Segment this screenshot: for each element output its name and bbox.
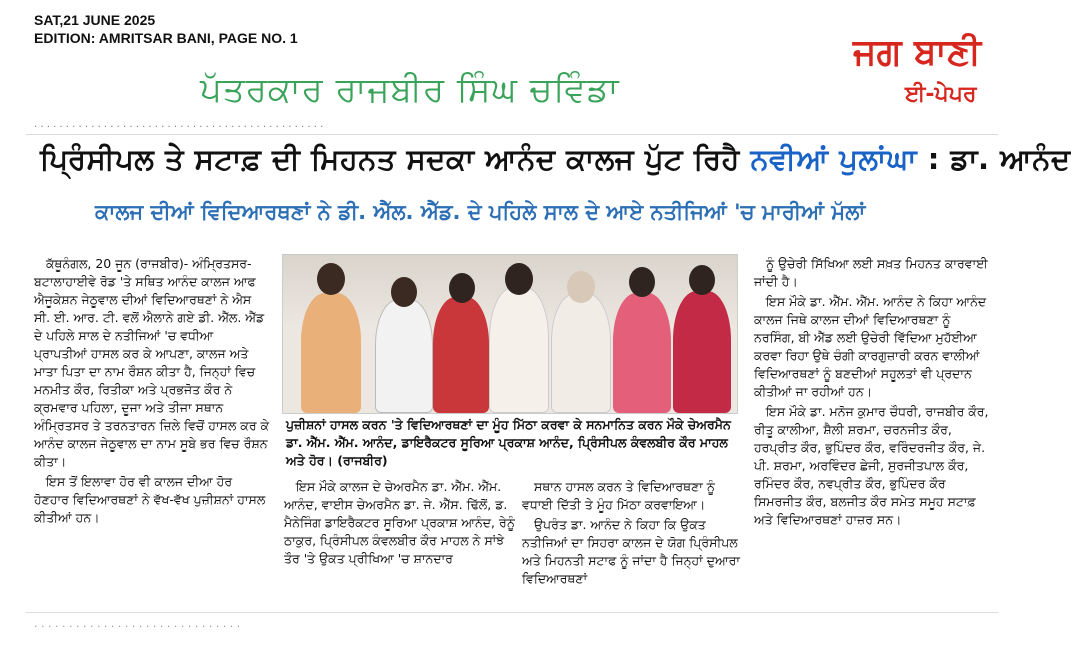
paragraph: ਉਪਰੰਤ ਡਾ. ਆਨੰਦ ਨੇ ਕਿਹਾ ਕਿ ਉਕਤ ਨਤੀਜਿਆਂ ਦਾ ਸਿਹਰਾ ਕਾਲਜ ਦੇ ਯੋਗ ਪ੍ਰਿੰਸੀਪਲ ਅਤੇ ਮਿਹਨਤੀ ਸਟਾਫ ਨੂੰ ਜਾਂਦਾ ਹੈ ਜਿਨ੍ਹਾਂ ਦੁਆਰਾ ਵਿਦਿਆਰਥਣਾਂ bbox=[522, 517, 740, 586]
photo-person-head bbox=[449, 273, 475, 303]
article-headline bbox=[40, 142, 1071, 177]
headline-suffix: : ਡਾ. ਆਨੰਦ bbox=[917, 142, 1071, 176]
photo-person bbox=[551, 293, 611, 413]
paragraph: ਇਸ ਮੌਕੇ ਕਾਲਜ ਦੇ ਚੇਅਰਮੈਨ ਡਾ. ਐੱਮ. ਐੱਮ. ਆਨੰਦ, ਵਾਈਸ ਚੇਅਰਮੈਨ ਡਾ. ਜੇ. ਐੱਸ. ਢਿੱਲੋਂ, ਡ. ਮੈਨੇਜਿੰਗ ਡਾਇਰੈਕਟਰ ਸੂਰਿਆ ਪ੍ਰਕਾਸ਼ ਆਨੰਦ, ਰੇਨੂੰ ਠਾਕੁਰ, ਪ੍ਰਿੰਸੀਪਲ ਕੰਵਲਬੀਰ ਕੌਰ ਮਾਹਲ ਨੇ ਸਾਂਝੇ ਤੌਰ 'ਤੇ ਉਕਤ ਪ੍ਰੀਖਿਆ 'ਚ ਸ਼ਾਨਦਾਰ bbox=[284, 479, 515, 566]
clipped-text-strip: · · · · · · · · · · · · · · · · · · · · · · · · · · · · · · bbox=[34, 620, 241, 633]
photo-person-head bbox=[567, 271, 595, 303]
article-subheadline: ਕਾਲਜ ਦੀਆਂ ਵਿਦਿਆਰਥਣਾਂ ਨੇ ਡੀ. ਐੱਲ. ਐੱਡ. ਦੇ ਪਹਿਲੇ ਸਾਲ ਦੇ ਆਏ ਨਤੀਜਿਆਂ 'ਚ ਮਾਰੀਆਂ ਮੱਲਾਂ bbox=[95, 200, 866, 224]
logo-title: ਜਗ ਬਾਣੀ bbox=[853, 32, 982, 73]
newspaper-logo bbox=[845, 30, 995, 125]
headline-text: ਪ੍ਰਿੰਸੀਪਲ ਤੇ ਸਟਾਫ਼ ਦੀ ਮਿਹਨਤ ਸਦਕਾ ਆਨੰਦ ਕਾਲਜ ਪੁੱਟ ਰਿਹੈ bbox=[40, 142, 751, 176]
article-column-1 bbox=[34, 255, 270, 529]
photo-person-head bbox=[391, 277, 417, 307]
article-column-4 bbox=[754, 255, 992, 531]
edition-info: EDITION: AMRITSAR BANI, PAGE NO. 1 bbox=[34, 30, 298, 46]
photo-person-head bbox=[629, 267, 655, 297]
photo-person bbox=[375, 299, 433, 413]
photo-person-head bbox=[317, 263, 345, 295]
clipped-text-strip: · · · · · · · · · · · · · · · · · · · · · · · · · · · · · · · · · · · · · · · · · · · · · · bbox=[34, 122, 324, 133]
paragraph: ਕੱਥੂਨੰਗਲ, 20 ਜੂਨ (ਰਾਜਬੀਰ)- ਅੰਮ੍ਰਿਤਸਰ-ਬਟਾਲਾਹਾਈਵੇ ਰੋਡ 'ਤੇ ਸਥਿਤ ਆਨੰਦ ਕਾਲਜ ਆਫ ਐਜੂਕੇਸ਼ਨ ਜੇਠੂਵਾਲ ਦੀਆਂ ਵਿਦਿਆਰਥਣਾਂ ਨੇ ਐਸ ਸੀ. ਈ. ਆਰ. ਟੀ. ਵਲੋਂ ਐਲਾਨੇ ਗਏ ਡੀ. ਐੱਲ. ਐੱਡ ਦੇ ਪਹਿਲੇ ਸਾਲ ਦੇ ਨਤੀਜਿਆਂ 'ਚ ਵਧੀਆ ਪ੍ਰਾਪਤੀਆਂ ਹਾਸਲ ਕਰ ਕੇ ਆਪਣਾ, ਕਾਲਜ ਅਤੇ ਮਾਤਾ ਪਿਤਾ ਦਾ ਨਾਮ ਰੌਸ਼ਨ ਕੀਤਾ ਹੈ, ਜਿਨ੍ਹਾਂ ਵਿਚ ਮਨਮੀਤ ਕੌਰ, ਰਿਤੀਕਾ ਅਤੇ ਪ੍ਰਭਜੋਤ ਕੌਰ ਨੇ ਕ੍ਰਮਵਾਰ ਪਹਿਲਾ, ਦੂਜਾ ਅਤੇ ਤੀਜਾ ਸਥਾਨ ਅੰਮ੍ਰਿਤਸਰ ਤੇ ਤਰਨਤਾਰਨ ਜ਼ਿਲੇ ਵਿਚੋਂ ਹਾਸਲ ਕਰ ਕੇ ਆਨੰਦ ਕਾਲਜ ਜੇਠੂਵਾਲ ਦਾ ਨਾਮ ਸੂਬੇ ਭਰ ਵਿਚ ਰੌਸ਼ਨ ਕੀਤਾ। bbox=[34, 256, 270, 469]
reporter-byline: ਪੱਤਰਕਾਰ ਰਾਜਬੀਰ ਸਿੰਘ ਚਵਿੰਡਾ bbox=[200, 70, 620, 110]
photo-person bbox=[489, 287, 549, 413]
article-photo bbox=[282, 254, 738, 414]
photo-person bbox=[301, 293, 361, 413]
photo-person bbox=[613, 293, 671, 413]
headline-highlight: ਨਵੀਆਂ ਪੁਲਾਂਘਾ bbox=[750, 142, 918, 176]
paragraph: ਇਸ ਮੌਕੇ ਡਾ. ਮਨੋਜ ਕੁਮਾਰ ਚੌਧਰੀ, ਰਾਜਬੀਰ ਕੌਰ, ਰੀਤੂ ਕਾਲੀਆ, ਸ਼ੈਲੀ ਸ਼ਰਮਾ, ਚਰਨਜੀਤ ਕੌਰ, ਹਰਪ੍ਰੀਤ ਕੌਰ, ਭੁਪਿੰਦਰ ਕੌਰ, ਵਰਿੰਦਰਜੀਤ ਕੌਰ, ਜੇ. ਪੀ. ਸ਼ਰਮਾ, ਅਰਵਿੰਦਰ ਛੇਜੀ, ਸੁਰਜੀਤਪਾਲ ਕੌਰ, ਰਮਿੰਦਰ ਕੌਰ, ਨਵਪ੍ਰੀਤ ਕੌਰ, ਭੁਪਿੰਦਰ ਕੌਰ ਸਿਮਰਜੀਤ ਕੌਰ, ਬਲਜੀਤ ਕੌਰ ਸਮੇਤ ਸਮੂਹ ਸਟਾਫ਼ ਅਤੇ ਵਿਦਿਆਰਥਣਾਂ ਹਾਜ਼ਰ ਸਨ। bbox=[754, 404, 989, 527]
photo-person-head bbox=[689, 265, 715, 295]
photo-person-head bbox=[505, 263, 533, 295]
divider bbox=[26, 612, 998, 613]
photo-caption: ਪੁਜ਼ੀਸ਼ਨਾਂ ਹਾਸਲ ਕਰਨ 'ਤੇ ਵਿਦਿਆਰਥਣਾਂ ਦਾ ਮੂੰਹ ਮਿੱਠਾ ਕਰਵਾ ਕੇ ਸਨਮਾਨਿਤ ਕਰਨ ਮੌਕੇ ਚੇਅਰਮੈਨ ਡਾ. ਐੱਮ. ਐੱਮ. ਆਨੰਦ, ਡਾਇਰੈਕਟਰ ਸੂਰਿਆ ਪ੍ਰਕਾਸ਼ ਆਨੰਦ, ਪ੍ਰਿੰਸੀਪਲ ਕੰਵਲਬੀਰ ਕੌਰ ਮਾਹਲ ਅਤੇ ਹੋਰ। (ਰਾਜਬੀਰ) bbox=[286, 417, 731, 468]
article-column-3 bbox=[522, 478, 744, 590]
paragraph: ਇਸ ਤੋਂ ਇਲਾਵਾ ਹੋਰ ਵੀ ਕਾਲਜ ਦੀਆ ਹੋਰ ਹੋਣਹਾਰ ਵਿਦਿਆਰਥਣਾਂ ਨੇ ਵੱਖ-ਵੱਖ ਪੁਜ਼ੀਸ਼ਨਾਂ ਹਾਸਲ ਕੀਤੀਆਂ ਹਨ। bbox=[34, 474, 266, 525]
edition-date: SAT,21 JUNE 2025 bbox=[34, 12, 156, 28]
paragraph: ਨੂੰ ਉਚੇਰੀ ਸਿੱਖਿਆ ਲਈ ਸਖ਼ਤ ਮਿਹਨਤ ਕਾਰਵਾਈ ਜਾਂਦੀ ਹੈ। bbox=[754, 256, 988, 289]
article-column-2 bbox=[284, 478, 516, 570]
logo-subtitle: ਈ-ਪੇਪਰ bbox=[905, 82, 977, 107]
photo-person bbox=[673, 291, 731, 413]
photo-person bbox=[433, 297, 489, 413]
divider bbox=[26, 134, 998, 135]
paragraph: ਸਥਾਨ ਹਾਸਲ ਕਰਨ ਤੇ ਵਿਦਿਆਰਥਣਾ ਨੂੰ ਵਧਾਈ ਦਿੱਤੀ ਤੇ ਮੂੰਹ ਮਿੱਠਾ ਕਰਵਾਇਆ। bbox=[522, 479, 715, 512]
paragraph: ਇਸ ਮੌਕੇ ਡਾ. ਐੱਮ. ਐੱਮ. ਆਨੰਦ ਨੇ ਕਿਹਾ ਆਨੰਦ ਕਾਲਜ ਜਿਥੇ ਕਾਲਜ ਦੀਆਂ ਵਿਦਿਆਰਥਣਾ ਨੂੰ ਨਰਸਿੰਗ, ਬੀ ਐੱਡ ਲਈ ਉਚੇਰੀ ਵਿੱਦਿਆ ਮੁਹੱਈਆ ਕਰਵਾ ਰਿਹਾ ਉਥੇ ਚੰਗੀ ਕਾਰਗੁਜ਼ਾਰੀ ਕਰਨ ਵਾਲੀਆਂ ਵਿਦਿਆਰਥਣਾਂ ਨੂੰ ਬਣਦੀਆਂ ਸਹੂਲਤਾਂ ਵੀ ਪ੍ਰਦਾਨ ਕੀਤੀਆਂ ਜਾ ਰਹੀਆਂ ਹਨ। bbox=[754, 294, 987, 399]
